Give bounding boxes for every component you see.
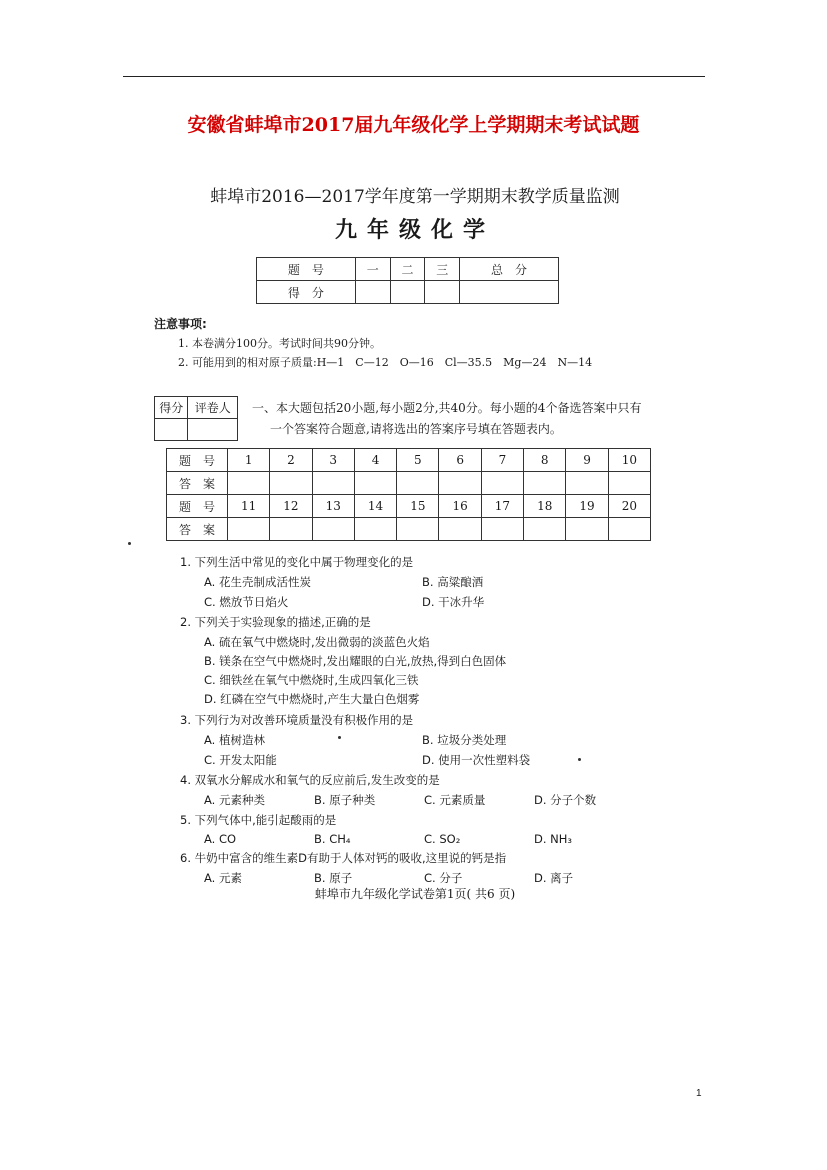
question-option: C. 开发太阳能 xyxy=(204,753,277,767)
table-row xyxy=(167,472,651,495)
answer-cell xyxy=(608,518,650,541)
table-cell xyxy=(155,419,188,441)
table-cell xyxy=(355,281,390,304)
table-cell: 二 xyxy=(390,258,425,281)
notice-line: 1. 本卷满分100分。考试时间共90分钟。 xyxy=(178,337,381,350)
question-stem: 6. 牛奶中富含的维生素D有助于人体对钙的吸收,这里说的钙是指 xyxy=(180,851,507,865)
table-cell: 评卷人 xyxy=(188,397,238,419)
table-cell: 3 xyxy=(312,449,354,472)
answer-cell xyxy=(354,472,396,495)
table-cell: 12 xyxy=(270,495,312,518)
table-cell: 题 号 xyxy=(257,258,356,281)
answer-cell xyxy=(397,518,439,541)
notice-title: 注意事项: xyxy=(154,317,207,331)
question-option: C. SO₂ xyxy=(424,832,461,846)
table-cell xyxy=(390,281,425,304)
question-option: D. 红磷在空气中燃烧时,产生大量白色烟雾 xyxy=(204,692,420,706)
table-cell: 一 xyxy=(355,258,390,281)
answer-cell xyxy=(439,472,481,495)
table-cell: 总 分 xyxy=(460,258,559,281)
score-table xyxy=(256,257,559,304)
table-cell: 得分 xyxy=(155,397,188,419)
question-stem: 3. 下列行为对改善环境质量没有积极作用的是 xyxy=(180,713,414,727)
table-cell: 15 xyxy=(397,495,439,518)
table-cell: 11 xyxy=(228,495,270,518)
scan-speck xyxy=(338,736,341,739)
answer-cell xyxy=(228,518,270,541)
table-cell: 得 分 xyxy=(257,281,356,304)
section-instructions: 一、本大题包括20小题,每小题2分,共40分。每小题的4个备选答案中只有 xyxy=(252,401,642,415)
table-cell: 答 案 xyxy=(167,518,228,541)
table-cell: 7 xyxy=(481,449,523,472)
answer-cell xyxy=(566,472,608,495)
table-cell: 10 xyxy=(608,449,650,472)
question-option: B. 高粱酿酒 xyxy=(422,575,484,589)
table-cell: 题 号 xyxy=(167,449,228,472)
table-row xyxy=(167,495,651,518)
answer-cell xyxy=(312,518,354,541)
question-stem: 1. 下列生活中常见的变化中属于物理变化的是 xyxy=(180,555,414,569)
question-option: B. 垃圾分类处理 xyxy=(422,733,507,747)
scan-speck xyxy=(128,542,131,545)
table-cell: 2 xyxy=(270,449,312,472)
question-option: A. 元素 xyxy=(204,871,242,885)
answer-cell xyxy=(397,472,439,495)
table-cell: 1 xyxy=(228,449,270,472)
exam-header: 蚌埠市2016—2017学年度第一学期期末教学质量监测 xyxy=(210,187,620,207)
table-row xyxy=(155,419,238,441)
answer-table xyxy=(166,448,651,541)
question-stem: 5. 下列气体中,能引起酸雨的是 xyxy=(180,813,337,827)
answer-cell xyxy=(481,472,523,495)
question-option: B. 镁条在空气中燃烧时,发出耀眼的白光,放热,得到白色固体 xyxy=(204,654,507,668)
section-instructions: 一个答案符合题意,请将选出的答案序号填在答题表内。 xyxy=(270,422,562,436)
table-row xyxy=(155,397,238,419)
table-cell: 9 xyxy=(566,449,608,472)
scan-speck xyxy=(578,758,581,761)
table-cell: 13 xyxy=(312,495,354,518)
question-option: D. NH₃ xyxy=(534,832,573,846)
table-cell: 14 xyxy=(354,495,396,518)
exam-page-footer: 蚌埠市九年级化学试卷第1页( 共6 页) xyxy=(314,887,516,901)
answer-cell xyxy=(270,472,312,495)
question-option: B. 原子 xyxy=(314,871,353,885)
table-cell: 17 xyxy=(481,495,523,518)
answer-cell xyxy=(354,518,396,541)
question-option: A. 元素种类 xyxy=(204,793,265,807)
question-option: D. 使用一次性塑料袋 xyxy=(422,753,531,767)
question-stem: 2. 下列关于实验现象的描述,正确的是 xyxy=(180,615,371,629)
table-row xyxy=(257,258,559,281)
table-cell xyxy=(460,281,559,304)
answer-cell xyxy=(312,472,354,495)
question-option: C. 分子 xyxy=(424,871,463,885)
page-number: 1 xyxy=(696,1088,702,1099)
table-cell: 4 xyxy=(354,449,396,472)
question-option: D. 干冰升华 xyxy=(422,595,485,609)
question-option: A. 硫在氧气中燃烧时,发出微弱的淡蓝色火焰 xyxy=(204,635,430,649)
table-cell: 18 xyxy=(524,495,566,518)
table-row xyxy=(167,449,651,472)
table-cell: 16 xyxy=(439,495,481,518)
header-rule xyxy=(123,76,705,77)
answer-cell xyxy=(481,518,523,541)
question-option: D. 分子个数 xyxy=(534,793,597,807)
question-option: A. 植树造林 xyxy=(204,733,265,747)
question-option: B. 原子种类 xyxy=(314,793,376,807)
table-row xyxy=(167,518,651,541)
table-cell: 5 xyxy=(397,449,439,472)
grader-table xyxy=(154,396,238,441)
answer-cell xyxy=(270,518,312,541)
table-cell xyxy=(425,281,460,304)
question-option: B. CH₄ xyxy=(314,832,351,846)
question-option: A. CO xyxy=(204,832,237,846)
table-cell: 8 xyxy=(524,449,566,472)
question-option: D. 离子 xyxy=(534,871,574,885)
question-option: C. 细铁丝在氧气中燃烧时,生成四氧化三铁 xyxy=(204,673,419,687)
table-cell: 三 xyxy=(425,258,460,281)
table-cell: 19 xyxy=(566,495,608,518)
table-cell: 题 号 xyxy=(167,495,228,518)
question-option: C. 燃放节日焰火 xyxy=(204,595,289,609)
exam-subject: 九年级化学 xyxy=(334,217,495,243)
answer-cell xyxy=(439,518,481,541)
answer-cell xyxy=(524,472,566,495)
question-option: C. 元素质量 xyxy=(424,793,486,807)
table-row xyxy=(257,281,559,304)
question-stem: 4. 双氧水分解成水和氧气的反应前后,发生改变的是 xyxy=(180,773,440,787)
answer-cell xyxy=(524,518,566,541)
question-option: A. 花生壳制成活性炭 xyxy=(204,575,311,589)
table-cell: 答 案 xyxy=(167,472,228,495)
answer-cell xyxy=(566,518,608,541)
notice-line: 2. 可能用到的相对原子质量:H—1 C—12 O—16 Cl—35.5 Mg—24 N—14 xyxy=(178,356,593,369)
scanned-exam-page xyxy=(120,160,710,920)
table-cell: 6 xyxy=(439,449,481,472)
answer-cell xyxy=(228,472,270,495)
answer-cell xyxy=(608,472,650,495)
table-cell: 20 xyxy=(608,495,650,518)
document-title: 安徽省蚌埠市2017届九年级化学上学期期末考试试题 xyxy=(187,114,640,136)
table-cell xyxy=(188,419,238,441)
